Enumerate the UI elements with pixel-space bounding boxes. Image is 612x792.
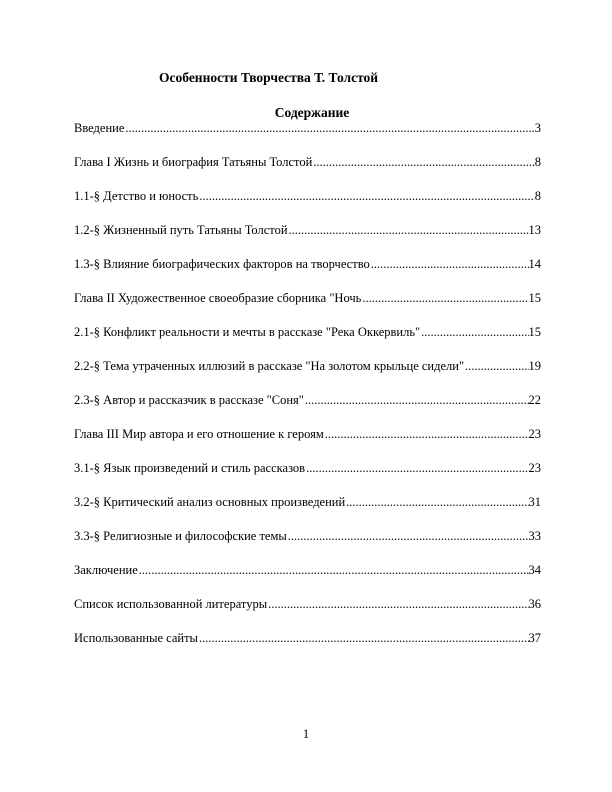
toc-entry-section-1-3 (74, 257, 541, 272)
toc-entry-label: Введение (74, 121, 125, 135)
toc-dot-leader (124, 121, 534, 136)
toc-entry-label: Использованные сайты (74, 631, 198, 645)
toc-entry-page: 22 (528, 393, 541, 407)
toc-entry-chapter-1 (74, 155, 541, 170)
toc-entry-page: 23 (528, 427, 541, 441)
toc-entry-section-1-1 (74, 189, 541, 204)
toc-entry-label: Глава I Жизнь и биография Татьяны Толстой (74, 155, 313, 169)
toc-entry-page: 33 (528, 529, 541, 543)
toc-entry-label: 3.3-§ Религиозные и философские темы (74, 529, 287, 543)
toc-entry-section-2-3 (74, 393, 541, 408)
toc-entry-label: Глава II Художественное своеобразие сборника "Ночь (74, 291, 362, 305)
toc-entry-page: 37 (528, 631, 541, 645)
toc-entry-section-1-2 (74, 223, 541, 238)
toc-entry-page: 14 (528, 257, 541, 271)
page-number: 1 (302, 727, 310, 741)
toc-dot-leader (198, 631, 529, 646)
toc-entry-page: 13 (528, 223, 541, 237)
toc-entry-label: Глава III Мир автора и его отношение к героям (74, 427, 324, 441)
toc-entry-page: 36 (528, 597, 541, 611)
toc-entry-page: 15 (528, 291, 541, 305)
toc-entry-label: 2.2-§ Тема утраченных иллюзий в рассказе "На золотом крыльце сидели" (74, 359, 465, 373)
toc-dot-leader (304, 393, 529, 408)
toc-dot-leader (370, 257, 529, 272)
toc-entry-page: 31 (528, 495, 541, 509)
toc-entry-label: 3.2-§ Критический анализ основных произведений (74, 495, 346, 509)
toc-entry-label: Заключение (74, 563, 138, 577)
toc-heading: Содержание (274, 105, 350, 120)
toc-entry-label: 2.3-§ Автор и рассказчик в рассказе "Соня" (74, 393, 304, 407)
toc-entry-introduction (74, 121, 541, 136)
toc-entry-bibliography (74, 597, 541, 612)
toc-entry-label: 3.1-§ Язык произведений и стиль рассказов (74, 461, 306, 475)
table-of-contents (74, 121, 541, 665)
toc-entry-label: Список использованной литературы (74, 597, 268, 611)
toc-entry-page: 8 (534, 155, 541, 169)
toc-entry-page: 34 (528, 563, 541, 577)
document-title: Особенности Творчества Т. Толстой (159, 70, 379, 85)
toc-dot-leader (324, 427, 529, 442)
toc-dot-leader (305, 461, 528, 476)
toc-dot-leader (420, 325, 528, 340)
toc-dot-leader (288, 223, 529, 238)
toc-entry-websites (74, 631, 541, 646)
toc-entry-page: 15 (528, 325, 541, 339)
toc-entry-section-3-3 (74, 529, 541, 544)
toc-entry-chapter-3 (74, 427, 541, 442)
toc-dot-leader (345, 495, 528, 510)
toc-dot-leader (267, 597, 528, 612)
toc-entry-label: 1.1-§ Детство и юность (74, 189, 199, 203)
toc-entry-page: 8 (534, 189, 541, 203)
toc-entry-section-3-1 (74, 461, 541, 476)
toc-entry-page: 19 (528, 359, 541, 373)
toc-entry-section-2-2 (74, 359, 541, 374)
toc-entry-conclusion (74, 563, 541, 578)
toc-entry-label: 1.2-§ Жизненный путь Татьяны Толстой (74, 223, 288, 237)
toc-dot-leader (198, 189, 534, 204)
toc-entry-label: 1.3-§ Влияние биографических факторов на творчество (74, 257, 370, 271)
toc-entry-section-2-1 (74, 325, 541, 340)
toc-entry-label: 2.1-§ Конфликт реальности и мечты в рассказе "Река Оккервиль" (74, 325, 421, 339)
toc-entry-page: 23 (528, 461, 541, 475)
toc-entry-section-3-2 (74, 495, 541, 510)
toc-entry-chapter-2 (74, 291, 541, 306)
toc-entry-page: 3 (534, 121, 541, 135)
toc-dot-leader (312, 155, 534, 170)
toc-dot-leader (138, 563, 529, 578)
toc-dot-leader (361, 291, 528, 306)
toc-dot-leader (464, 359, 528, 374)
toc-dot-leader (287, 529, 529, 544)
